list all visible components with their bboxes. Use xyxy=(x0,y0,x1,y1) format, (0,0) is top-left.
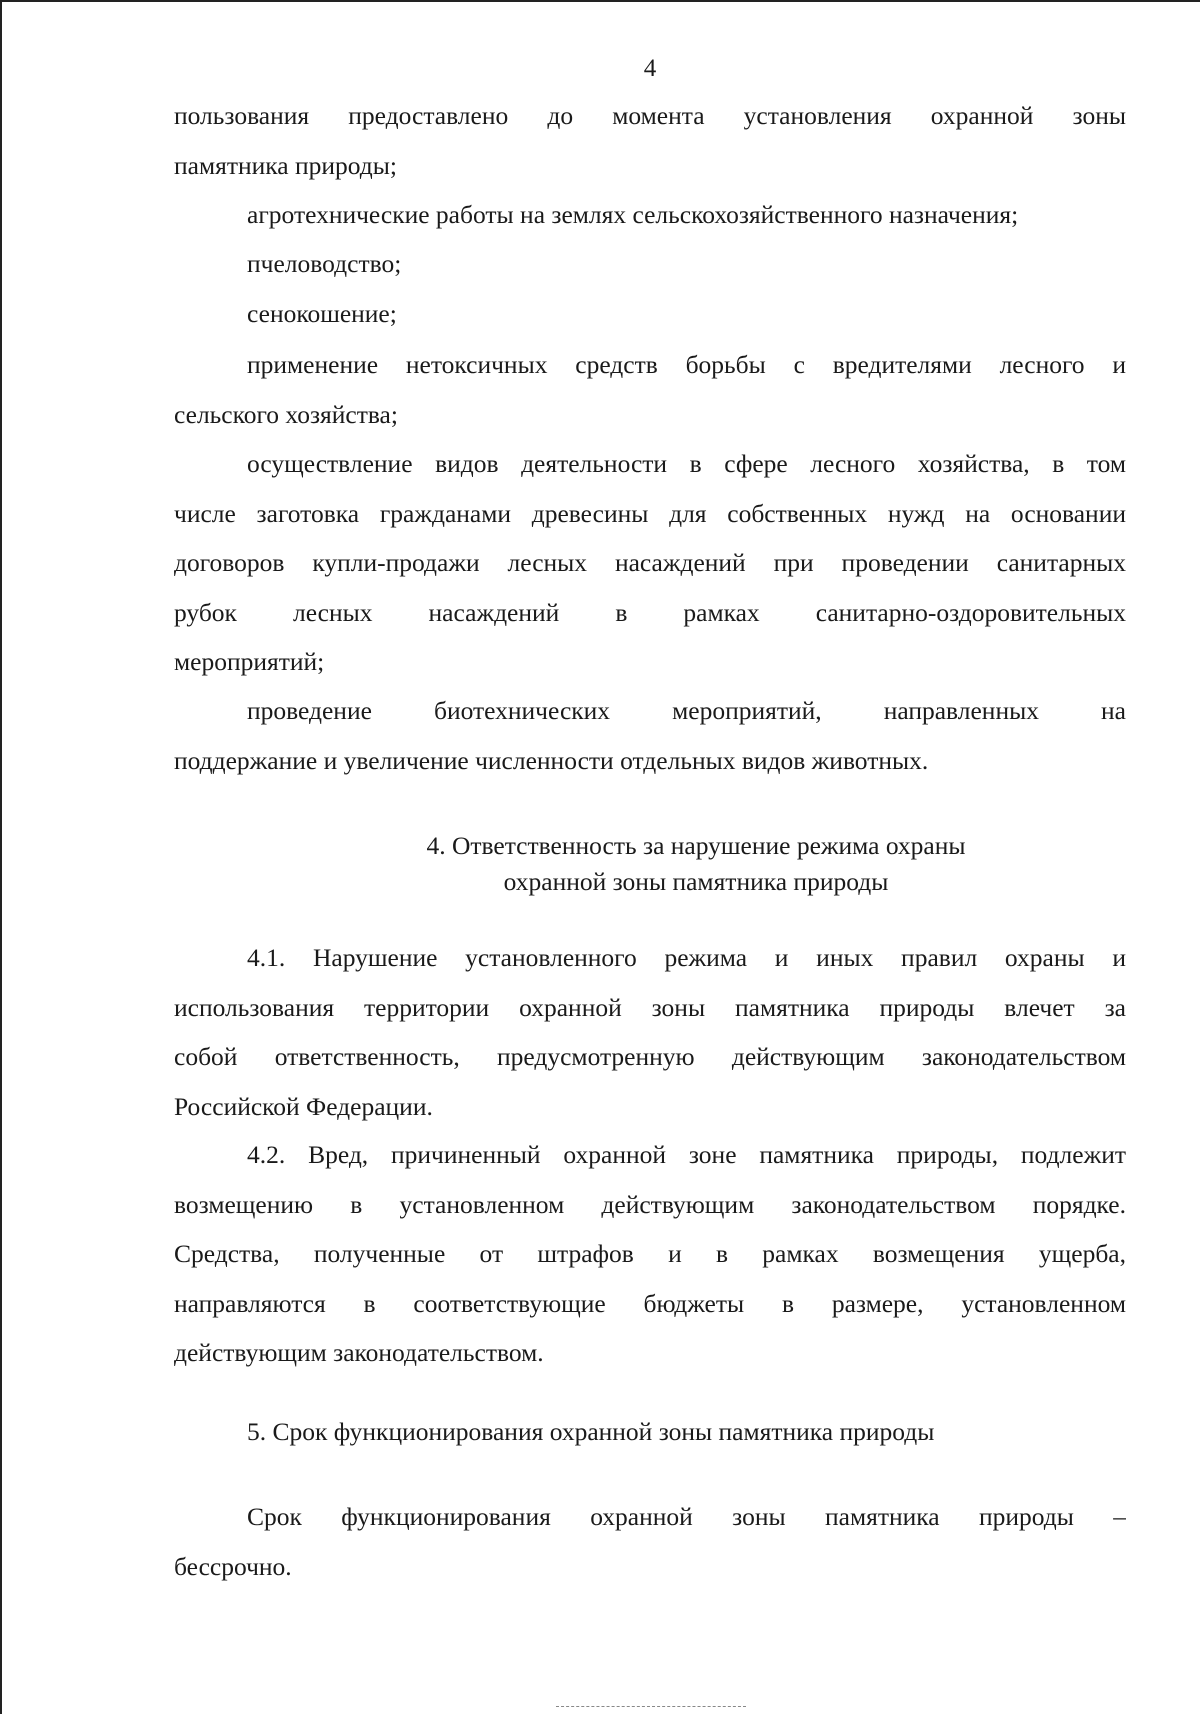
page-number: 4 xyxy=(643,55,657,82)
paragraph-beekeeping xyxy=(174,239,1126,289)
paragraph-section-5 xyxy=(174,1492,1126,1591)
heading-line: 4. Ответственность за нарушение режима охраны xyxy=(426,831,966,860)
text-line: Российской Федерации. xyxy=(174,1091,433,1121)
text-line: действующим законодательством. xyxy=(174,1338,544,1367)
text-line: проведение биотехнических мероприятий, направленных на xyxy=(247,696,1126,725)
text-line: Срок функционирования охранной зоны памятника природы – xyxy=(247,1502,1126,1531)
text-line: пользования предоставлено до момента установления охранной зоны xyxy=(174,101,1126,130)
text-line: числе заготовка гражданами древесины для собственных нужд на основании xyxy=(174,498,1126,528)
paragraph-biotechnical xyxy=(174,686,1126,785)
paragraph-pest-control xyxy=(174,340,1126,439)
text-line: осуществление видов деятельности в сфере лесного хозяйства, в том xyxy=(247,449,1126,478)
text-line: памятника природы; xyxy=(174,150,397,180)
paragraph-haymaking xyxy=(174,289,1126,339)
text-line: мероприятий; xyxy=(174,647,325,676)
paragraph-agrotechnical xyxy=(174,190,1126,240)
text-line: возмещению в установленном действующим законодательством порядке. xyxy=(174,1189,1126,1219)
heading-line: охранной зоны памятника природы xyxy=(503,867,889,896)
text-line: сенокошение; xyxy=(247,299,397,328)
text-line: поддержание и увеличение численности отдельных видов животных. xyxy=(174,745,929,775)
paragraph-forestry xyxy=(174,439,1126,687)
text-line: 4.2. Вред, причиненный охранной зоне памятника природы, подлежит xyxy=(247,1140,1126,1169)
text-line: использования территории охранной зоны памятника природы влечет за xyxy=(174,992,1126,1022)
text-line: применение нетоксичных средств борьбы с вредителями лесного и xyxy=(247,350,1126,379)
text-line: 4.1. Нарушение установленного режима и иных правил охраны и xyxy=(247,943,1126,972)
text-line: собой ответственность, предусмотренную действующим законодательством xyxy=(174,1042,1126,1071)
text-line: пчеловодство; xyxy=(247,249,402,278)
text-line: сельского хозяйства; xyxy=(174,399,398,429)
text-line: агротехнические работы на землях сельскохозяйственного назначения; xyxy=(247,200,1019,229)
section-5-heading: 5. Срок функционирования охранной зоны памятника природы xyxy=(247,1417,935,1446)
scan-edge-left xyxy=(0,0,2,1714)
text-line: Средства, полученные от штрафов и в рамках возмещения ущерба, xyxy=(174,1239,1126,1268)
paragraph-continuation xyxy=(174,91,1126,190)
text-line: договоров купли-продажи лесных насаждений при проведении санитарных xyxy=(174,548,1126,577)
text-line: направляются в соответствующие бюджеты в размере, установленном xyxy=(174,1288,1126,1318)
paragraph-4-1 xyxy=(174,933,1126,1131)
scan-edge-top xyxy=(0,0,1200,2)
text-line: рубок лесных насаждений в рамках санитарно-оздоровительных xyxy=(174,597,1126,627)
text-line: бессрочно. xyxy=(174,1551,292,1581)
paragraph-4-2 xyxy=(174,1130,1126,1378)
section-4-heading xyxy=(220,828,1172,900)
scan-artifact-line xyxy=(556,1706,746,1707)
